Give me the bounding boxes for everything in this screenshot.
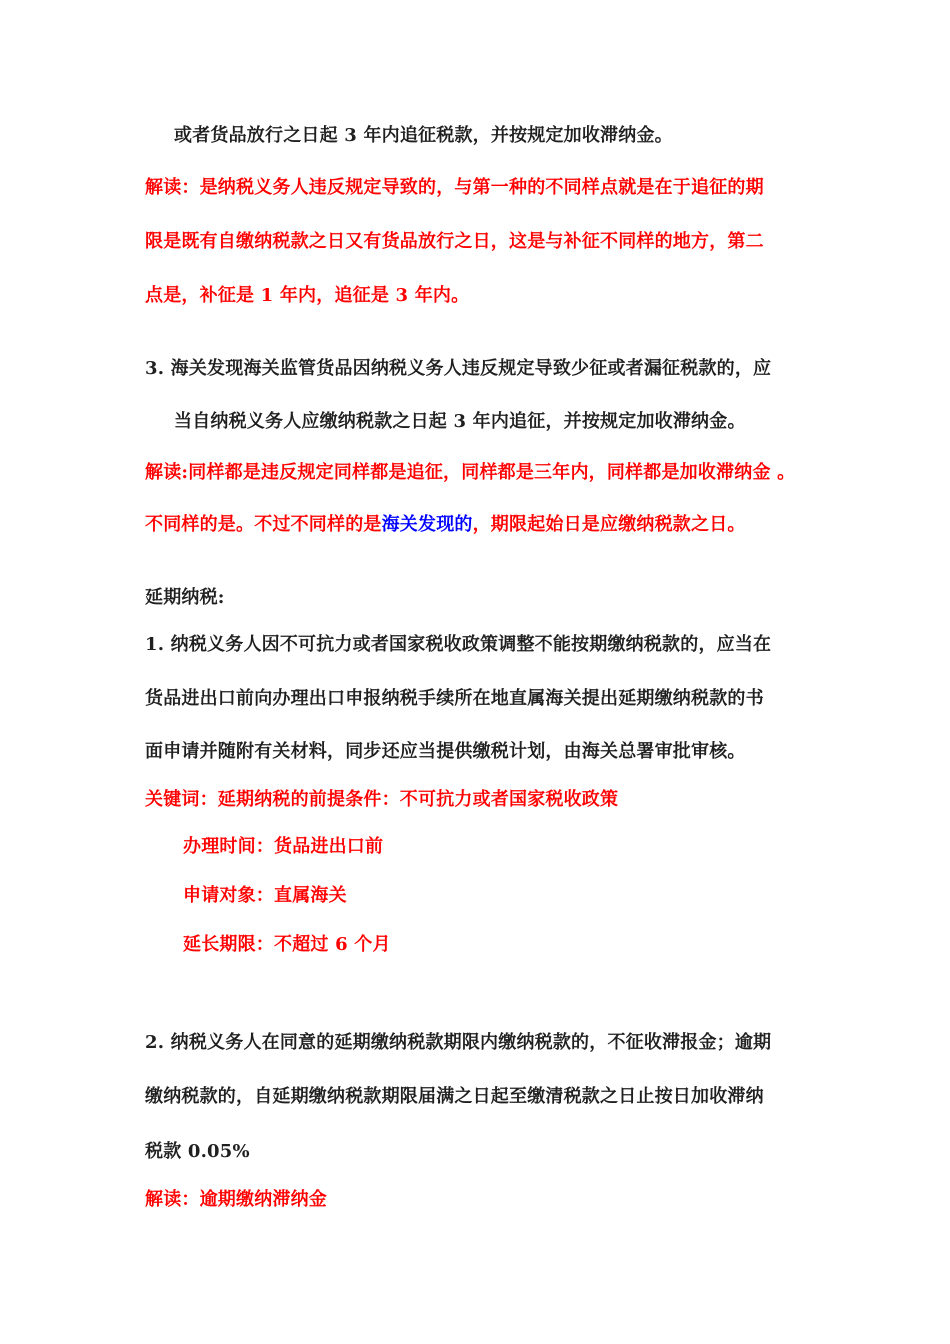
interpretation-line bbox=[145, 512, 746, 538]
keywords-line: 申请对象：直属海关 bbox=[183, 885, 347, 906]
numbered-item-line: 缴纳税款的，自延期缴纳税款期限届满之日起至缴清税款之日止按日加收滞纳 bbox=[145, 1086, 764, 1107]
interpretation-line: 解读：逾期缴纳滞纳金 bbox=[145, 1189, 327, 1210]
numbered-item-line: 面申请并随附有关材料，同步还应当提供缴税计划，由海关总署审批审核。 bbox=[145, 741, 746, 762]
interpretation-line: 解读：是纳税义务人违反规定导致的，与第一种的不同样点就是在于追征的期 bbox=[145, 177, 764, 198]
keywords-line: 办理时间：货品进出口前 bbox=[183, 836, 384, 857]
interpretation-line: 限是既有自缴纳税款之日又有货品放行之日，这是与补征不同样的地方，第二 bbox=[145, 231, 764, 252]
section-heading: 延期纳税: bbox=[145, 587, 225, 608]
numbered-item-line: 税款 0.05% bbox=[145, 1141, 250, 1162]
keywords-line: 关键词：延期纳税的前提条件：不可抗力或者国家税收政策 bbox=[145, 789, 619, 810]
paragraph-line: 或者货品放行之日起 3 年内追征税款，并按规定加收滞纳金。 bbox=[174, 125, 673, 146]
numbered-item-line: 2. 纳税义务人在同意的延期缴纳税款期限内缴纳税款的，不征收滞报金；逾期 bbox=[145, 1032, 772, 1053]
interpretation-text: 不同样的是。不过不同样的是 bbox=[145, 514, 382, 535]
numbered-item-line: 当自纳税义务人应缴纳税款之日起 3 年内追征，并按规定加收滞纳金。 bbox=[174, 411, 746, 432]
keywords-line: 延长期限：不超过 6 个月 bbox=[183, 934, 391, 955]
interpretation-line: 解读:同样都是违反规定同样都是追征，同样都是三年内，同样都是加收滞纳金 。 bbox=[145, 462, 796, 483]
interpretation-text: ，期限起始日是应缴纳税款之日。 bbox=[472, 514, 746, 535]
numbered-item-line: 货品进出口前向办理出口申报纳税手续所在地直属海关提出延期缴纳税款的书 bbox=[145, 688, 764, 709]
highlight-text: 海关发现的 bbox=[381, 514, 473, 535]
interpretation-line: 点是，补征是 1 年内，追征是 3 年内。 bbox=[145, 285, 470, 306]
numbered-item-line: 1. 纳税义务人因不可抗力或者国家税收政策调整不能按期缴纳税款的，应当在 bbox=[145, 634, 772, 655]
numbered-item-line: 3. 海关发现海关监管货品因纳税义务人违反规定导致少征或者漏征税款的，应 bbox=[145, 358, 772, 379]
